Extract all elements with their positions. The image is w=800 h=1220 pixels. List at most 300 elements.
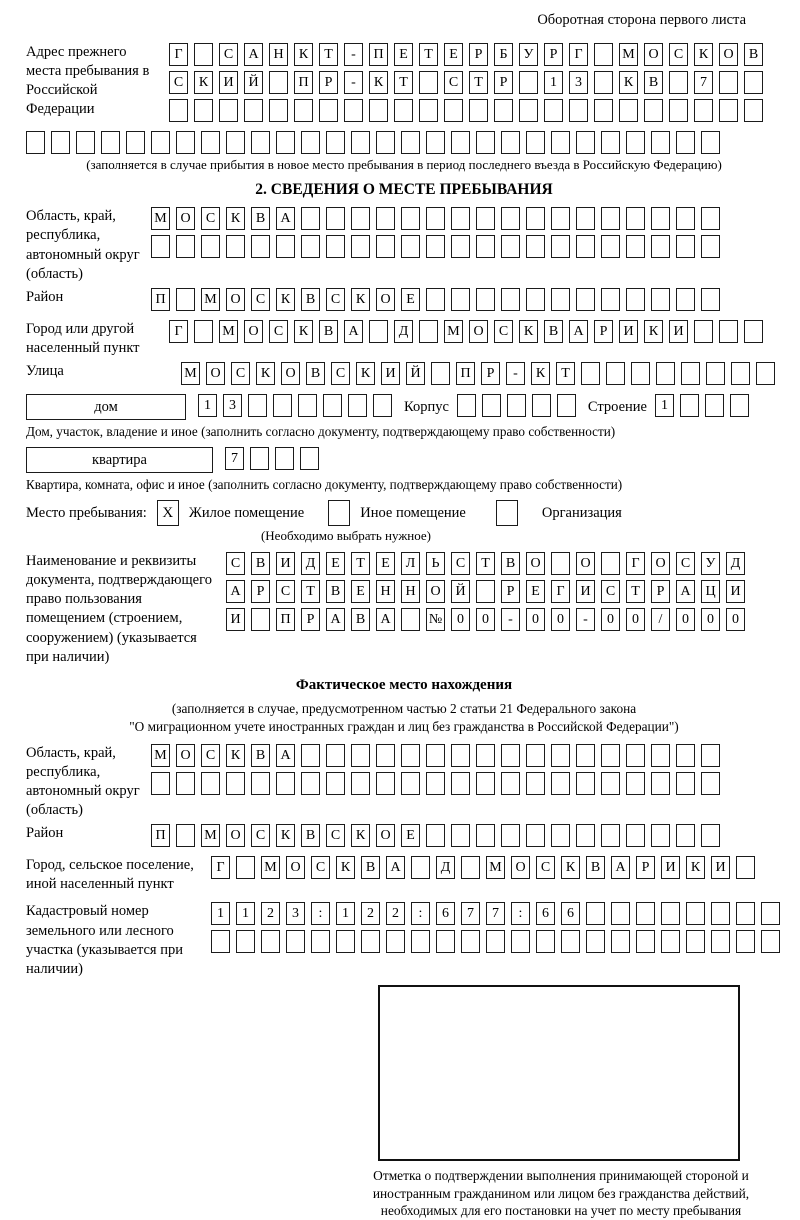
char-box[interactable] [661,930,680,953]
char-box[interactable] [426,207,445,230]
char-box[interactable]: М [151,207,170,230]
char-box[interactable] [451,772,470,795]
char-box[interactable]: К [531,362,550,385]
char-box[interactable] [376,744,395,767]
char-box[interactable] [626,235,645,258]
char-box[interactable] [551,288,570,311]
char-box[interactable] [273,394,292,417]
char-box[interactable] [151,235,170,258]
char-box[interactable]: : [411,902,430,925]
char-box[interactable] [301,235,320,258]
char-box[interactable]: А [226,580,245,603]
char-box[interactable]: К [351,824,370,847]
char-box[interactable] [300,447,319,470]
char-box[interactable] [482,394,501,417]
char-box[interactable] [451,235,470,258]
char-box[interactable]: Ь [426,552,445,575]
char-box[interactable] [176,824,195,847]
char-box[interactable]: К [694,43,713,66]
char-box[interactable]: О [286,856,305,879]
char-box[interactable]: А [276,207,295,230]
char-box[interactable] [701,824,720,847]
char-box[interactable]: Р [594,320,613,343]
char-box[interactable] [569,99,588,122]
char-box[interactable]: О [226,288,245,311]
char-box[interactable] [373,394,392,417]
char-box[interactable]: Т [319,43,338,66]
char-box[interactable] [294,99,313,122]
char-box[interactable] [619,99,638,122]
char-box[interactable]: С [219,43,238,66]
char-box[interactable]: Д [436,856,455,879]
char-box[interactable]: В [644,71,663,94]
char-box[interactable] [276,772,295,795]
char-box[interactable] [601,552,620,575]
char-box[interactable]: Ц [701,580,720,603]
char-box[interactable] [736,930,755,953]
char-box[interactable]: - [344,71,363,94]
char-box[interactable] [551,552,570,575]
char-box[interactable] [651,235,670,258]
char-box[interactable]: 1 [655,394,674,417]
char-box[interactable]: 0 [601,608,620,631]
char-box[interactable] [586,930,605,953]
char-box[interactable] [211,930,230,953]
char-box[interactable] [251,608,270,631]
char-box[interactable]: У [701,552,720,575]
char-box[interactable] [651,131,670,154]
char-box[interactable]: С [451,552,470,575]
char-box[interactable]: О [576,552,595,575]
char-box[interactable] [248,394,267,417]
char-box[interactable]: № [426,608,445,631]
char-box[interactable]: К [519,320,538,343]
char-box[interactable] [507,394,526,417]
char-box[interactable] [594,43,613,66]
char-box[interactable]: В [306,362,325,385]
char-box[interactable] [250,447,269,470]
char-box[interactable] [576,824,595,847]
char-box[interactable]: Е [376,552,395,575]
char-box[interactable]: 6 [536,902,555,925]
char-box[interactable] [251,772,270,795]
char-box[interactable]: К [294,320,313,343]
char-box[interactable] [511,930,530,953]
char-box[interactable] [494,99,513,122]
char-box[interactable]: 2 [261,902,280,925]
char-box[interactable]: В [586,856,605,879]
checkbox-other-premises[interactable] [328,500,350,526]
char-box[interactable] [451,824,470,847]
char-box[interactable] [501,235,520,258]
char-box[interactable] [394,99,413,122]
char-box[interactable] [286,930,305,953]
char-box[interactable]: : [311,902,330,925]
char-box[interactable] [326,131,345,154]
char-box[interactable] [298,394,317,417]
char-box[interactable]: К [294,43,313,66]
char-box[interactable]: Е [526,580,545,603]
char-box[interactable] [251,235,270,258]
char-box[interactable] [426,744,445,767]
char-box[interactable] [501,772,520,795]
char-box[interactable] [526,824,545,847]
char-box[interactable] [348,394,367,417]
char-box[interactable] [476,288,495,311]
char-box[interactable]: Р [501,580,520,603]
char-box[interactable] [151,131,170,154]
char-box[interactable]: Е [401,288,420,311]
char-box[interactable] [301,772,320,795]
char-box[interactable] [476,207,495,230]
char-box[interactable]: К [369,71,388,94]
char-box[interactable]: М [444,320,463,343]
char-box[interactable]: М [261,856,280,879]
char-box[interactable]: К [561,856,580,879]
char-box[interactable] [344,99,363,122]
char-box[interactable]: К [226,207,245,230]
char-box[interactable] [26,131,45,154]
char-box[interactable] [226,131,245,154]
char-box[interactable] [401,608,420,631]
char-box[interactable] [326,207,345,230]
char-box[interactable]: А [569,320,588,343]
char-box[interactable] [736,856,755,879]
char-box[interactable] [426,235,445,258]
char-box[interactable]: В [251,552,270,575]
char-box[interactable] [761,902,780,925]
char-box[interactable] [401,207,420,230]
char-box[interactable] [369,320,388,343]
char-box[interactable] [532,394,551,417]
char-box[interactable] [486,930,505,953]
char-box[interactable]: 0 [726,608,745,631]
char-box[interactable] [551,207,570,230]
char-box[interactable]: - [506,362,525,385]
char-box[interactable] [601,744,620,767]
char-box[interactable]: А [244,43,263,66]
char-box[interactable] [680,394,699,417]
char-box[interactable] [276,131,295,154]
char-box[interactable]: Н [401,580,420,603]
char-box[interactable]: 0 [626,608,645,631]
char-box[interactable] [676,131,695,154]
char-box[interactable]: С [201,744,220,767]
char-box[interactable]: 7 [486,902,505,925]
char-box[interactable]: Г [169,320,188,343]
char-box[interactable]: Г [626,552,645,575]
char-box[interactable]: М [486,856,505,879]
char-box[interactable]: С [331,362,350,385]
char-box[interactable]: 0 [551,608,570,631]
char-box[interactable] [601,131,620,154]
char-box[interactable]: 3 [569,71,588,94]
char-box[interactable] [386,930,405,953]
char-box[interactable] [601,288,620,311]
char-box[interactable]: О [226,824,245,847]
char-box[interactable]: О [244,320,263,343]
char-box[interactable] [676,207,695,230]
char-box[interactable] [701,207,720,230]
char-box[interactable] [451,744,470,767]
char-box[interactable] [476,824,495,847]
char-box[interactable]: Е [351,580,370,603]
char-box[interactable] [601,824,620,847]
char-box[interactable] [301,131,320,154]
char-box[interactable] [151,772,170,795]
char-box[interactable] [519,99,538,122]
char-box[interactable]: О [526,552,545,575]
char-box[interactable]: Г [551,580,570,603]
char-box[interactable] [319,99,338,122]
char-box[interactable]: П [456,362,475,385]
char-box[interactable]: И [619,320,638,343]
char-box[interactable]: В [319,320,338,343]
char-box[interactable]: У [519,43,538,66]
char-box[interactable] [626,772,645,795]
char-box[interactable] [730,394,749,417]
char-box[interactable] [176,235,195,258]
char-box[interactable] [501,288,520,311]
char-box[interactable] [551,824,570,847]
char-box[interactable]: С [326,288,345,311]
char-box[interactable]: Р [481,362,500,385]
char-box[interactable] [551,744,570,767]
char-box[interactable]: К [226,744,245,767]
char-box[interactable] [376,131,395,154]
char-box[interactable]: Е [444,43,463,66]
char-box[interactable] [694,99,713,122]
char-box[interactable]: Л [401,552,420,575]
char-box[interactable]: Е [401,824,420,847]
char-box[interactable] [226,772,245,795]
char-box[interactable] [101,131,120,154]
char-box[interactable] [426,772,445,795]
char-box[interactable]: Р [636,856,655,879]
char-box[interactable]: Р [651,580,670,603]
char-box[interactable] [651,772,670,795]
char-box[interactable]: В [301,288,320,311]
char-box[interactable]: С [494,320,513,343]
char-box[interactable]: П [151,288,170,311]
char-box[interactable] [669,99,688,122]
char-box[interactable] [581,362,600,385]
char-box[interactable]: О [281,362,300,385]
char-box[interactable] [611,930,630,953]
char-box[interactable] [536,930,555,953]
char-box[interactable] [594,99,613,122]
char-box[interactable]: С [276,580,295,603]
char-box[interactable] [244,99,263,122]
char-box[interactable] [269,99,288,122]
char-box[interactable]: 2 [386,902,405,925]
char-box[interactable] [626,288,645,311]
char-box[interactable] [731,362,750,385]
char-box[interactable]: П [151,824,170,847]
char-box[interactable] [686,902,705,925]
char-box[interactable] [376,207,395,230]
char-box[interactable] [744,99,763,122]
char-box[interactable]: Й [451,580,470,603]
char-box[interactable] [376,235,395,258]
char-box[interactable]: Р [251,580,270,603]
char-box[interactable]: Д [394,320,413,343]
char-box[interactable] [676,744,695,767]
char-box[interactable] [594,71,613,94]
char-box[interactable]: О [176,207,195,230]
char-box[interactable] [761,930,780,953]
char-box[interactable] [544,99,563,122]
char-box[interactable]: О [719,43,738,66]
char-box[interactable]: - [344,43,363,66]
char-box[interactable] [426,131,445,154]
char-box[interactable]: Р [544,43,563,66]
char-box[interactable] [586,902,605,925]
char-box[interactable]: А [344,320,363,343]
char-box[interactable] [736,902,755,925]
char-box[interactable]: А [676,580,695,603]
char-box[interactable] [444,99,463,122]
char-box[interactable] [236,856,255,879]
char-box[interactable]: К [351,288,370,311]
char-box[interactable]: В [301,824,320,847]
char-box[interactable]: Т [626,580,645,603]
char-box[interactable] [631,362,650,385]
char-box[interactable]: С [669,43,688,66]
char-box[interactable] [701,235,720,258]
char-box[interactable] [451,288,470,311]
char-box[interactable] [451,131,470,154]
char-box[interactable]: Б [494,43,513,66]
char-box[interactable] [451,207,470,230]
char-box[interactable] [561,930,580,953]
char-box[interactable]: Р [301,608,320,631]
char-box[interactable]: Г [569,43,588,66]
char-box[interactable] [369,99,388,122]
char-box[interactable] [576,772,595,795]
char-box[interactable]: П [369,43,388,66]
char-box[interactable]: 1 [236,902,255,925]
char-box[interactable] [194,43,213,66]
char-box[interactable] [326,772,345,795]
char-box[interactable] [694,320,713,343]
char-box[interactable] [226,235,245,258]
char-box[interactable] [194,320,213,343]
char-box[interactable] [626,131,645,154]
char-box[interactable]: М [619,43,638,66]
char-box[interactable]: - [576,608,595,631]
char-box[interactable] [576,131,595,154]
char-box[interactable]: О [651,552,670,575]
char-box[interactable]: К [276,288,295,311]
char-box[interactable]: М [181,362,200,385]
char-box[interactable]: Е [394,43,413,66]
char-box[interactable]: М [151,744,170,767]
char-box[interactable] [401,744,420,767]
char-box[interactable]: 7 [461,902,480,925]
char-box[interactable] [606,362,625,385]
char-box[interactable] [501,207,520,230]
char-box[interactable]: Н [376,580,395,603]
char-box[interactable]: П [294,71,313,94]
char-box[interactable]: И [711,856,730,879]
char-box[interactable] [301,744,320,767]
char-box[interactable] [201,235,220,258]
char-box[interactable]: С [226,552,245,575]
char-box[interactable] [194,99,213,122]
char-box[interactable]: / [651,608,670,631]
checkbox-organization[interactable] [496,500,518,526]
char-box[interactable]: Т [301,580,320,603]
char-box[interactable] [557,394,576,417]
char-box[interactable]: В [251,207,270,230]
char-box[interactable] [576,207,595,230]
char-box[interactable] [626,207,645,230]
char-box[interactable] [426,824,445,847]
char-box[interactable] [476,580,495,603]
char-box[interactable]: С [201,207,220,230]
char-box[interactable] [611,902,630,925]
char-box[interactable] [176,772,195,795]
char-box[interactable] [526,207,545,230]
char-box[interactable]: К [194,71,213,94]
char-box[interactable] [676,235,695,258]
char-box[interactable]: О [426,580,445,603]
char-box[interactable] [681,362,700,385]
char-box[interactable] [401,131,420,154]
char-box[interactable]: 1 [336,902,355,925]
char-box[interactable]: Т [476,552,495,575]
char-box[interactable] [519,71,538,94]
char-box[interactable] [169,99,188,122]
char-box[interactable] [431,362,450,385]
char-box[interactable] [419,320,438,343]
char-box[interactable]: И [726,580,745,603]
char-box[interactable]: А [386,856,405,879]
char-box[interactable]: Т [556,362,575,385]
char-box[interactable]: И [276,552,295,575]
char-box[interactable] [701,772,720,795]
char-box[interactable]: Р [494,71,513,94]
char-box[interactable] [251,131,270,154]
char-box[interactable]: 0 [676,608,695,631]
char-box[interactable]: 7 [694,71,713,94]
char-box[interactable]: М [219,320,238,343]
char-box[interactable]: В [351,608,370,631]
char-box[interactable]: И [219,71,238,94]
char-box[interactable]: О [469,320,488,343]
char-box[interactable] [644,99,663,122]
char-box[interactable] [719,71,738,94]
char-box[interactable]: 0 [526,608,545,631]
char-box[interactable]: Е [326,552,345,575]
char-box[interactable]: К [256,362,275,385]
char-box[interactable] [476,235,495,258]
char-box[interactable] [201,131,220,154]
char-box[interactable] [744,71,763,94]
char-box[interactable]: О [206,362,225,385]
char-box[interactable] [219,99,238,122]
char-box[interactable] [201,772,220,795]
char-box[interactable]: Й [244,71,263,94]
char-box[interactable]: 1 [544,71,563,94]
char-box[interactable] [551,235,570,258]
char-box[interactable] [176,288,195,311]
char-box[interactable] [476,131,495,154]
char-box[interactable] [51,131,70,154]
char-box[interactable] [701,744,720,767]
char-box[interactable]: А [326,608,345,631]
